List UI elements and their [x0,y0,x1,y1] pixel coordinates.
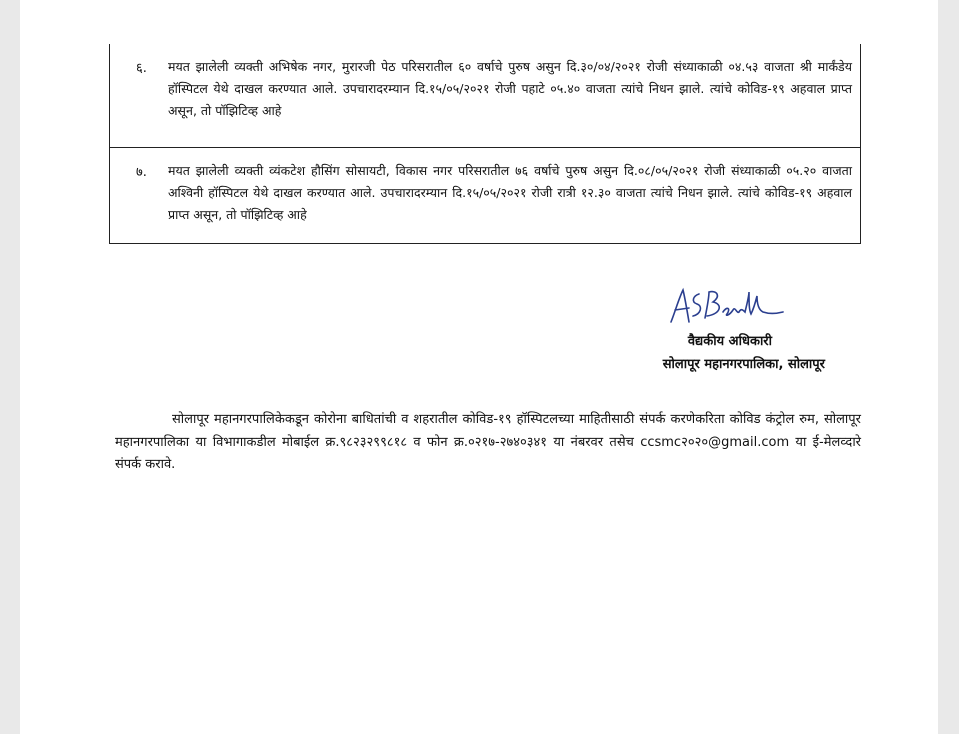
handwritten-signature [665,284,785,328]
record-number: ६. [136,61,147,76]
record-description: मयत झालेली व्यक्ती अभिषेक नगर, मुरारजी पेठ परिसरातील ६० वर्षाचे पुरुष असुन दि.३०/०४/२०२१ रोजी संध्याकाळी ०४.५३ वाजता श्री मार्कंडेय हॉस्पिटल येथे दाखल करण्यात आले. उपचारादरम्यान दि.१५/०५/२०२१ रोजी पहाटे ०५.४० वाजता त्यांचे निधन झाले. त्यांचे कोविड-१९ अहवाल प्राप्त असून, तो पॉझिटिव्ह आहे [168,59,852,118]
record-description: मयत झालेली व्यक्ती व्यंकटेश हौसिंग सोसायटी, विकास नगर परिसरातील ७६ वर्षाचे पुरुष असुन दि.०८/०५/२०२१ रोजी संध्याकाळी ०५.२० वाजता अश्विनी हॉस्पिटल येथे दाखल करण्यात आले. उपचारादरम्यान दि.१५/०५/२०२१ रोजी रात्री १२.३० वाजता त्यांचे निधन झाले. त्यांचे कोविड-१९ अहवाल प्राप्त असून, तो पॉझिटिव्ह आहे [168,163,852,222]
contact-note: सोलापूर महानगरपालिकेकडून कोरोना बाधितांची व शहरातील कोविड-१९ हॉस्पिटलच्या माहितीसाठी संपर्क करणेकरिता कोविड कंट्रोल रुम, सोलापूर महानगरपालिका या विभागाकडील मोबाईल क्र.९८२३२९९८१८ व फोन क्र.०२१७-२७४०३४१ या नंबरवर तसेच ccsmc२०२०@gmail.com या ई-मेलव्दारे संपर्क करावे. [115,412,861,472]
document-page [20,0,938,734]
table-row [110,44,860,148]
signatory-office: सोलापूर महानगरपालिका, सोलापूर [662,357,825,372]
table-row [110,148,860,243]
record-number: ७. [136,165,147,180]
signatory-designation: वैद्यकीय अधिकारी [687,334,772,349]
death-records-table [109,44,861,244]
signatory-block [560,330,825,376]
